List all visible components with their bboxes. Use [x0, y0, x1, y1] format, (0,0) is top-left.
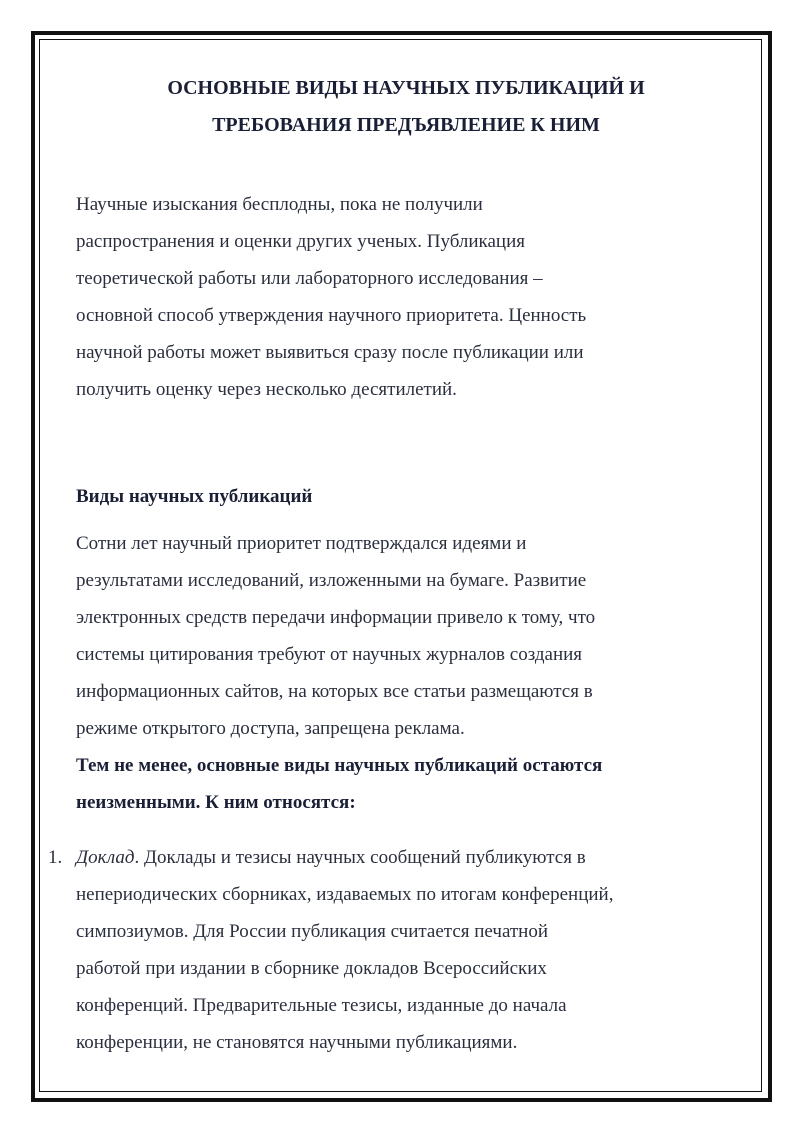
emphasis-line: Тем не менее, основные виды научных публикаций остаются — [76, 755, 603, 776]
section-line: Сотни лет научный приоритет подтверждался идеями и — [76, 533, 527, 554]
section-line: результатами исследований, изложенными на бумаге. Развитие — [76, 570, 587, 591]
intro-line: распространения и оценки других ученых. Публикация — [76, 231, 525, 252]
emphasis-paragraph — [76, 747, 736, 821]
publication-types-list — [48, 839, 736, 1061]
list-item-line: конференций. Предварительные тезисы, изданные до начала — [76, 995, 567, 1016]
list-item-term: Доклад — [76, 847, 135, 868]
emphasis-line: неизменными. К ним относятся: — [76, 792, 356, 813]
intro-line: теоретической работы или лабораторного исследования – — [76, 268, 543, 289]
list-item-line: конференции, не становятся научными публикациями. — [76, 1032, 518, 1053]
list-item-first-line-text: . Доклады и тезисы научных сообщений публикуются в — [134, 847, 586, 868]
title-line-1: ОСНОВНЫЕ ВИДЫ НАУЧНЫХ ПУБЛИКАЦИЙ И — [167, 77, 645, 99]
intro-line: основной способ утверждения научного приоритета. Ценность — [76, 305, 587, 326]
intro-line: научной работы может выявиться сразу после публикации или — [76, 342, 584, 363]
list-item-first-line — [76, 839, 736, 876]
list-item-number: 1. — [48, 847, 63, 868]
section-line: системы цитирования требуют от научных журналов создания — [76, 644, 583, 665]
section-line: электронных средств передачи информации привело к тому, что — [76, 607, 596, 628]
document-title — [76, 70, 736, 144]
list-item-line: непериодических сборниках, издаваемых по итогам конференций, — [76, 884, 614, 905]
list-item-line: работой при издании в сборнике докладов Всероссийских — [76, 958, 547, 979]
title-line-2: ТРЕБОВАНИЯ ПРЕДЪЯВЛЕНИЕ К НИМ — [212, 114, 600, 136]
section-line: информационных сайтов, на которых все статьи размещаются в — [76, 681, 593, 702]
intro-line: Научные изыскания бесплодны, пока не получили — [76, 194, 483, 215]
intro-paragraph — [76, 186, 736, 408]
section-paragraph — [76, 525, 736, 747]
section-line: режиме открытого доступа, запрещена реклама. — [76, 718, 465, 739]
intro-line: получить оценку через несколько десятилетий. — [76, 379, 457, 400]
list-item — [48, 839, 736, 1061]
list-item-line: симпозиумов. Для России публикация считается печатной — [76, 921, 549, 942]
section-heading: Виды научных публикаций — [76, 486, 313, 507]
document-content — [48, 70, 736, 1061]
